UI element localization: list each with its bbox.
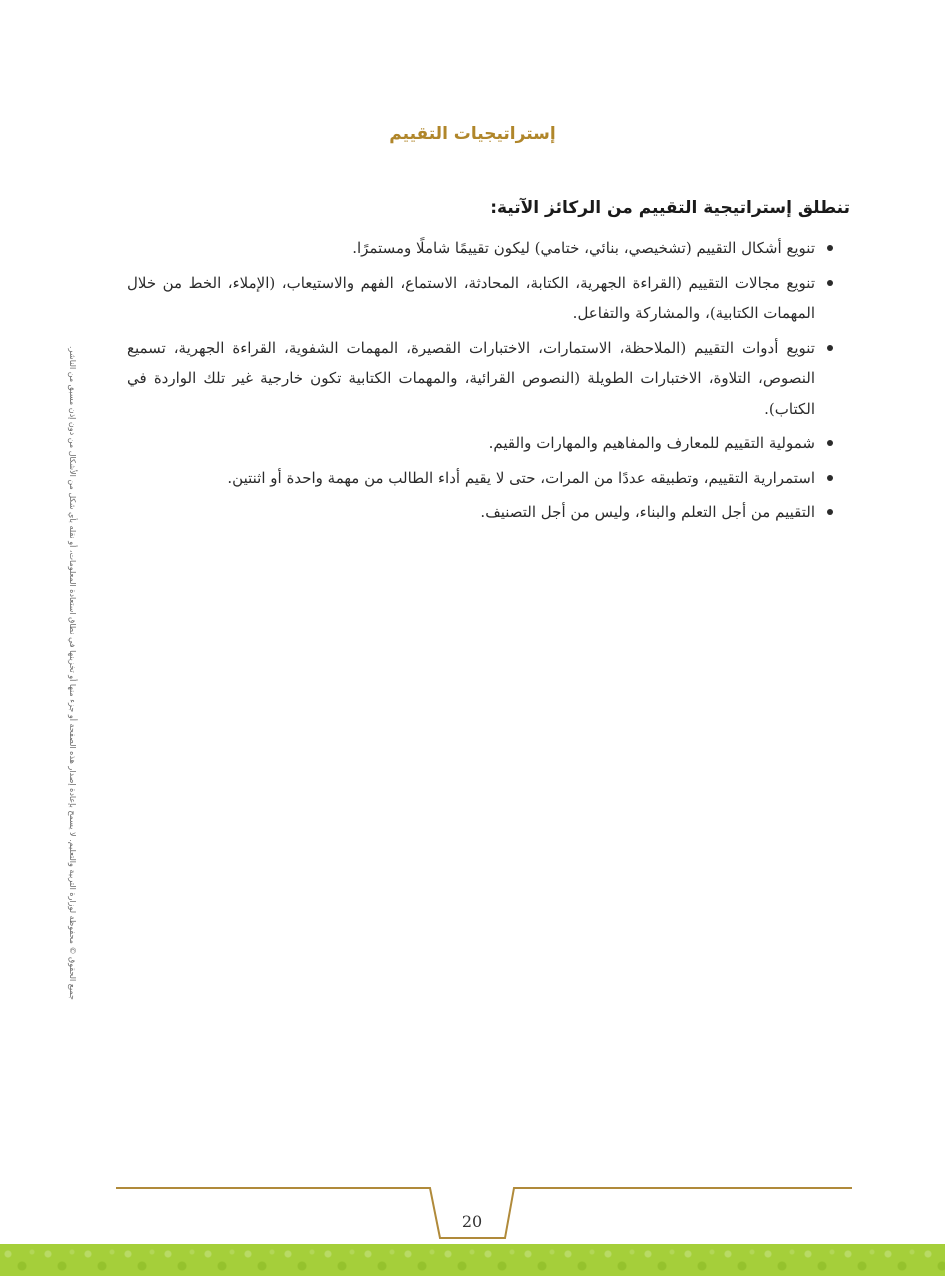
- list-item: [127, 497, 835, 528]
- list-item-text: التقييم من أجل التعلم والبناء، وليس من أجل التصنيف.: [480, 503, 815, 521]
- list-item-text: تنويع أشكال التقييم (تشخيصي، بنائي، ختامي) ليكون تقييمًا شاملًا ومستمرًا.: [352, 239, 815, 257]
- list-item: [127, 428, 835, 459]
- copyright-note: [66, 300, 78, 1000]
- section-heading: تنطلق إستراتيجية التقييم من الركائز الآتية:: [490, 198, 850, 218]
- list-item: [127, 333, 835, 425]
- bullet-list: [127, 233, 835, 532]
- list-item-text: استمرارية التقييم، وتطبيقه عددًا من المرات، حتى لا يقيم أداء الطالب من مهمة واحدة أو اثنتين.: [227, 468, 815, 487]
- bullet-icon: [827, 475, 833, 481]
- page-number: 20: [461, 1212, 483, 1231]
- list-item-text: تنويع أدوات التقييم (الملاحظة، الاستمارات، الاختبارات القصيرة، المهمات الشفوية، القراءة الجهرية، تسميع النصوص، التلاوة، الاختبارات الطويلة (النصوص القرائية، والمهمات الكتابية تكون خارجية غير تلك الواردة في الكتاب).: [127, 338, 815, 418]
- bullet-icon: [827, 345, 833, 351]
- copyright-note-text: جميع الحقوق © محفوظة لوزارة التربية والتعليم. لا يسمح بإعادة إصدار هذه الصفحة أو جزء منها أو تخزينها في نطاق استعادة المعلومات، أو نقله بأي شكل من الأشكال من دون إذن مسبق من الناشر.: [68, 346, 77, 1000]
- bullet-icon: [827, 509, 833, 515]
- list-item-text: تنويع مجالات التقييم (القراءة الجهرية، الكتابة، المحادثة، الاستماع، الفهم والاستيعاب، (الإملاء، الخط من خلال المهمات الكتابية)، والمشاركة والتفاعل.: [127, 273, 815, 322]
- list-item: [127, 233, 835, 264]
- list-item: [127, 463, 835, 494]
- bullet-icon: [827, 245, 833, 251]
- bullet-icon: [827, 280, 833, 286]
- list-item-text: شمولية التقييم للمعارف والمفاهيم والمهارات والقيم.: [488, 434, 815, 452]
- bullet-icon: [827, 440, 833, 446]
- decorative-band: [0, 1244, 945, 1276]
- page-title: إستراتيجيات التقييم: [389, 124, 556, 144]
- list-item: [127, 268, 835, 329]
